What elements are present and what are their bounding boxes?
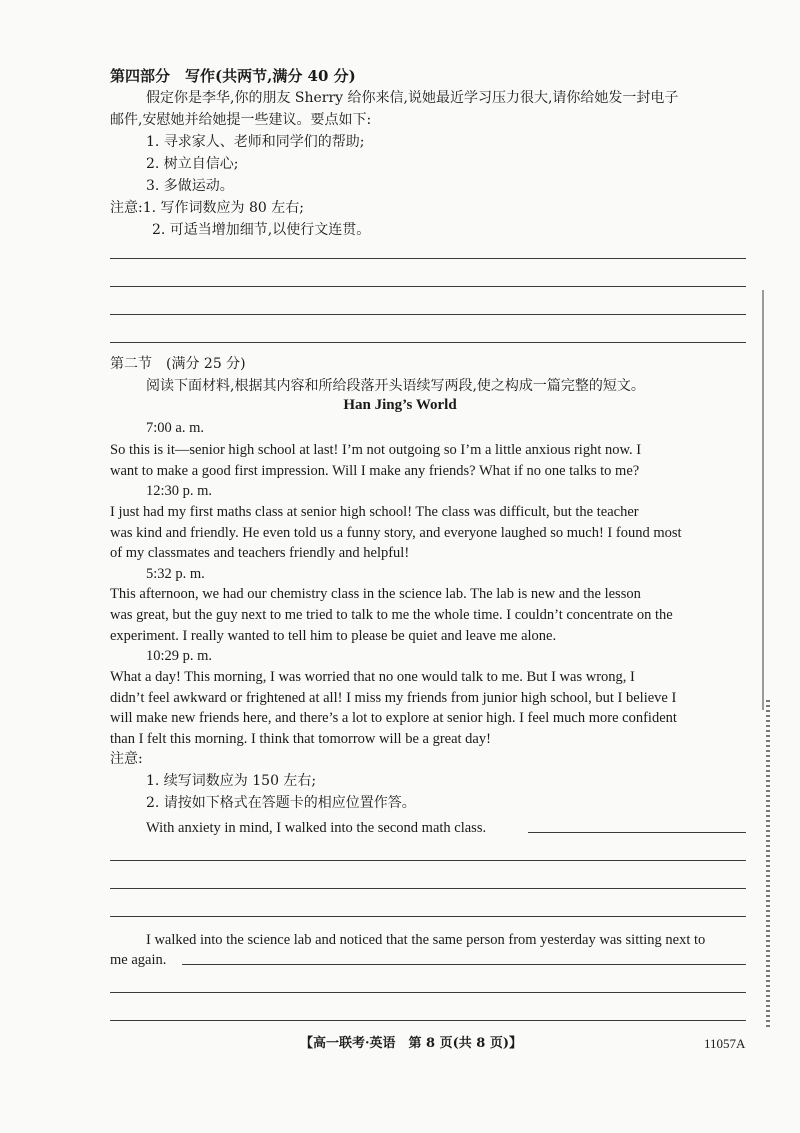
paragraph1-opening: With anxiety in mind, I walked into the second math class. xyxy=(146,820,487,836)
entry-time: 10:29 p. m. xyxy=(146,648,213,664)
footer-page-info: 【高一联考·英语 第 8 页(共 8 页)】 xyxy=(300,1036,523,1051)
entry-line: of my classmates and teachers friendly and helpful! xyxy=(110,545,410,561)
entry-time: 7:00 a. m. xyxy=(146,420,204,436)
story-title: Han Jing’s World xyxy=(343,397,457,413)
entry-line: will make new friends here, and there’s a lot to explore at senior high. I feel much more confident xyxy=(110,710,677,726)
entry-line: experiment. I really wanted to tell him to please be quiet and leave me alone. xyxy=(110,628,557,644)
part4-point-2: 2. 树立自信心; xyxy=(146,156,239,172)
page-edge-binding xyxy=(766,700,770,1030)
paragraph2-opening-line1: I walked into the science lab and noticed that the same person from yesterday was sitting next to xyxy=(146,932,706,948)
entry-line: was great, but the guy next to me tried to talk to me the whole time. I couldn’t concentrate on the xyxy=(110,607,673,623)
part4-prompt-line1: 假定你是李华,你的朋友 Sherry 给你来信,说她最近学习压力很大,请你给她发一封电子 xyxy=(146,90,679,106)
entry-line: This afternoon, we had our chemistry class in the science lab. The lab is new and the lesson xyxy=(110,586,641,602)
section2-heading: 第二节 (满分 25 分) xyxy=(110,356,246,372)
entry-line: was kind and friendly. He even told us a funny story, and everyone laughed so much! I found most xyxy=(110,525,682,541)
answer-line xyxy=(110,258,746,259)
answer-line xyxy=(110,888,746,889)
answer-line xyxy=(110,916,746,917)
entry-line: What a day! This morning, I was worried that no one would talk to me. But I was wrong, I xyxy=(110,669,635,685)
answer-line xyxy=(182,964,746,965)
entry-line: than I felt this morning. I think that tomorrow will be a great day! xyxy=(110,731,491,747)
part4-note-2: 2. 可适当增加细节,以使行文连贯。 xyxy=(152,222,371,238)
entry-time: 12:30 p. m. xyxy=(146,483,213,499)
footer-code: 11057A xyxy=(704,1036,746,1051)
answer-line xyxy=(110,286,746,287)
entry-line: I just had my first maths class at senior high school! The class was difficult, but the teacher xyxy=(110,504,639,520)
answer-line xyxy=(110,860,746,861)
part4-point-3: 3. 多做运动。 xyxy=(146,178,234,194)
part4-prompt-line2: 邮件,安慰她并给她提一些建议。要点如下: xyxy=(110,112,372,128)
answer-line xyxy=(110,1020,746,1021)
answer-line xyxy=(110,314,746,315)
answer-line xyxy=(528,832,746,833)
section2-instruction: 阅读下面材料,根据其内容和所给段落开头语续写两段,使之构成一篇完整的短文。 xyxy=(146,378,645,394)
entry-line: So this is it—senior high school at last! I’m not outgoing so I’m a little anxious right now. I xyxy=(110,442,642,458)
section2-note-label: 注意: xyxy=(110,751,143,767)
part4-note-1: 注意:1. 写作词数应为 80 左右; xyxy=(110,200,304,216)
answer-line xyxy=(110,992,746,993)
part4-point-1: 1. 寻求家人、老师和同学们的帮助; xyxy=(146,134,365,150)
entry-line: want to make a good first impression. Will I make any friends? What if no one talks to me? xyxy=(110,463,640,479)
answer-line xyxy=(110,342,746,343)
part4-heading: 第四部分 写作(共两节,满分 40 分) xyxy=(110,67,356,85)
section2-note-1: 1. 续写词数应为 150 左右; xyxy=(146,773,317,789)
section2-note-2: 2. 请按如下格式在答题卡的相应位置作答。 xyxy=(146,795,416,811)
paragraph2-opening-line2: me again. xyxy=(110,952,167,968)
page-edge-shadow xyxy=(762,290,764,710)
entry-line: didn’t feel awkward or frightened at all! I miss my friends from junior high school, but I believe I xyxy=(110,690,677,706)
entry-time: 5:32 p. m. xyxy=(146,566,205,582)
